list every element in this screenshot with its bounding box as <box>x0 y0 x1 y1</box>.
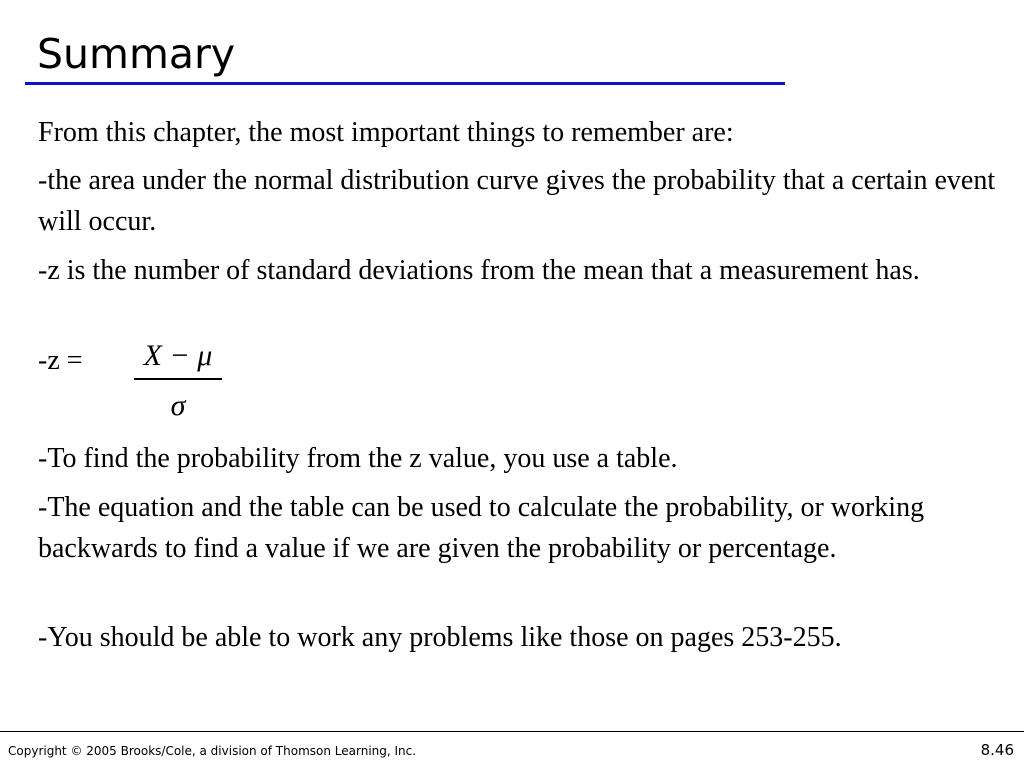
point-use-table: -To find the probability from the z value, you use a table. <box>38 443 678 474</box>
fraction-bar <box>134 378 222 380</box>
slide-title: Summary <box>37 30 236 78</box>
intro-text: From this chapter, the most important things to remember are: <box>38 117 734 148</box>
point-equation-table: -The equation and the table can be used to calculate the probability, or working backwards to find a value if we are given the probability or percentage. <box>38 492 925 564</box>
point-area-probability: -the area under the normal distribution curve gives the probability that a certain event will occur. <box>38 165 996 237</box>
z-formula-fraction <box>134 336 222 426</box>
point-problems-pages: -You should be able to work any problems like those on pages 253-255. <box>38 622 842 653</box>
formula-numerator: X − μ <box>143 339 213 372</box>
copyright-notice: Copyright © 2005 Brooks/Cole, a division of Thomson Learning, Inc. <box>8 744 417 758</box>
page-number: 8.46 <box>980 741 1014 759</box>
footer-divider <box>0 731 1024 732</box>
formula-denominator: σ <box>170 389 186 422</box>
point-z-definition: -z is the number of standard deviations from the mean that a measurement has. <box>38 255 920 286</box>
title-underline <box>25 82 785 85</box>
formula-label: -z = <box>38 345 83 376</box>
